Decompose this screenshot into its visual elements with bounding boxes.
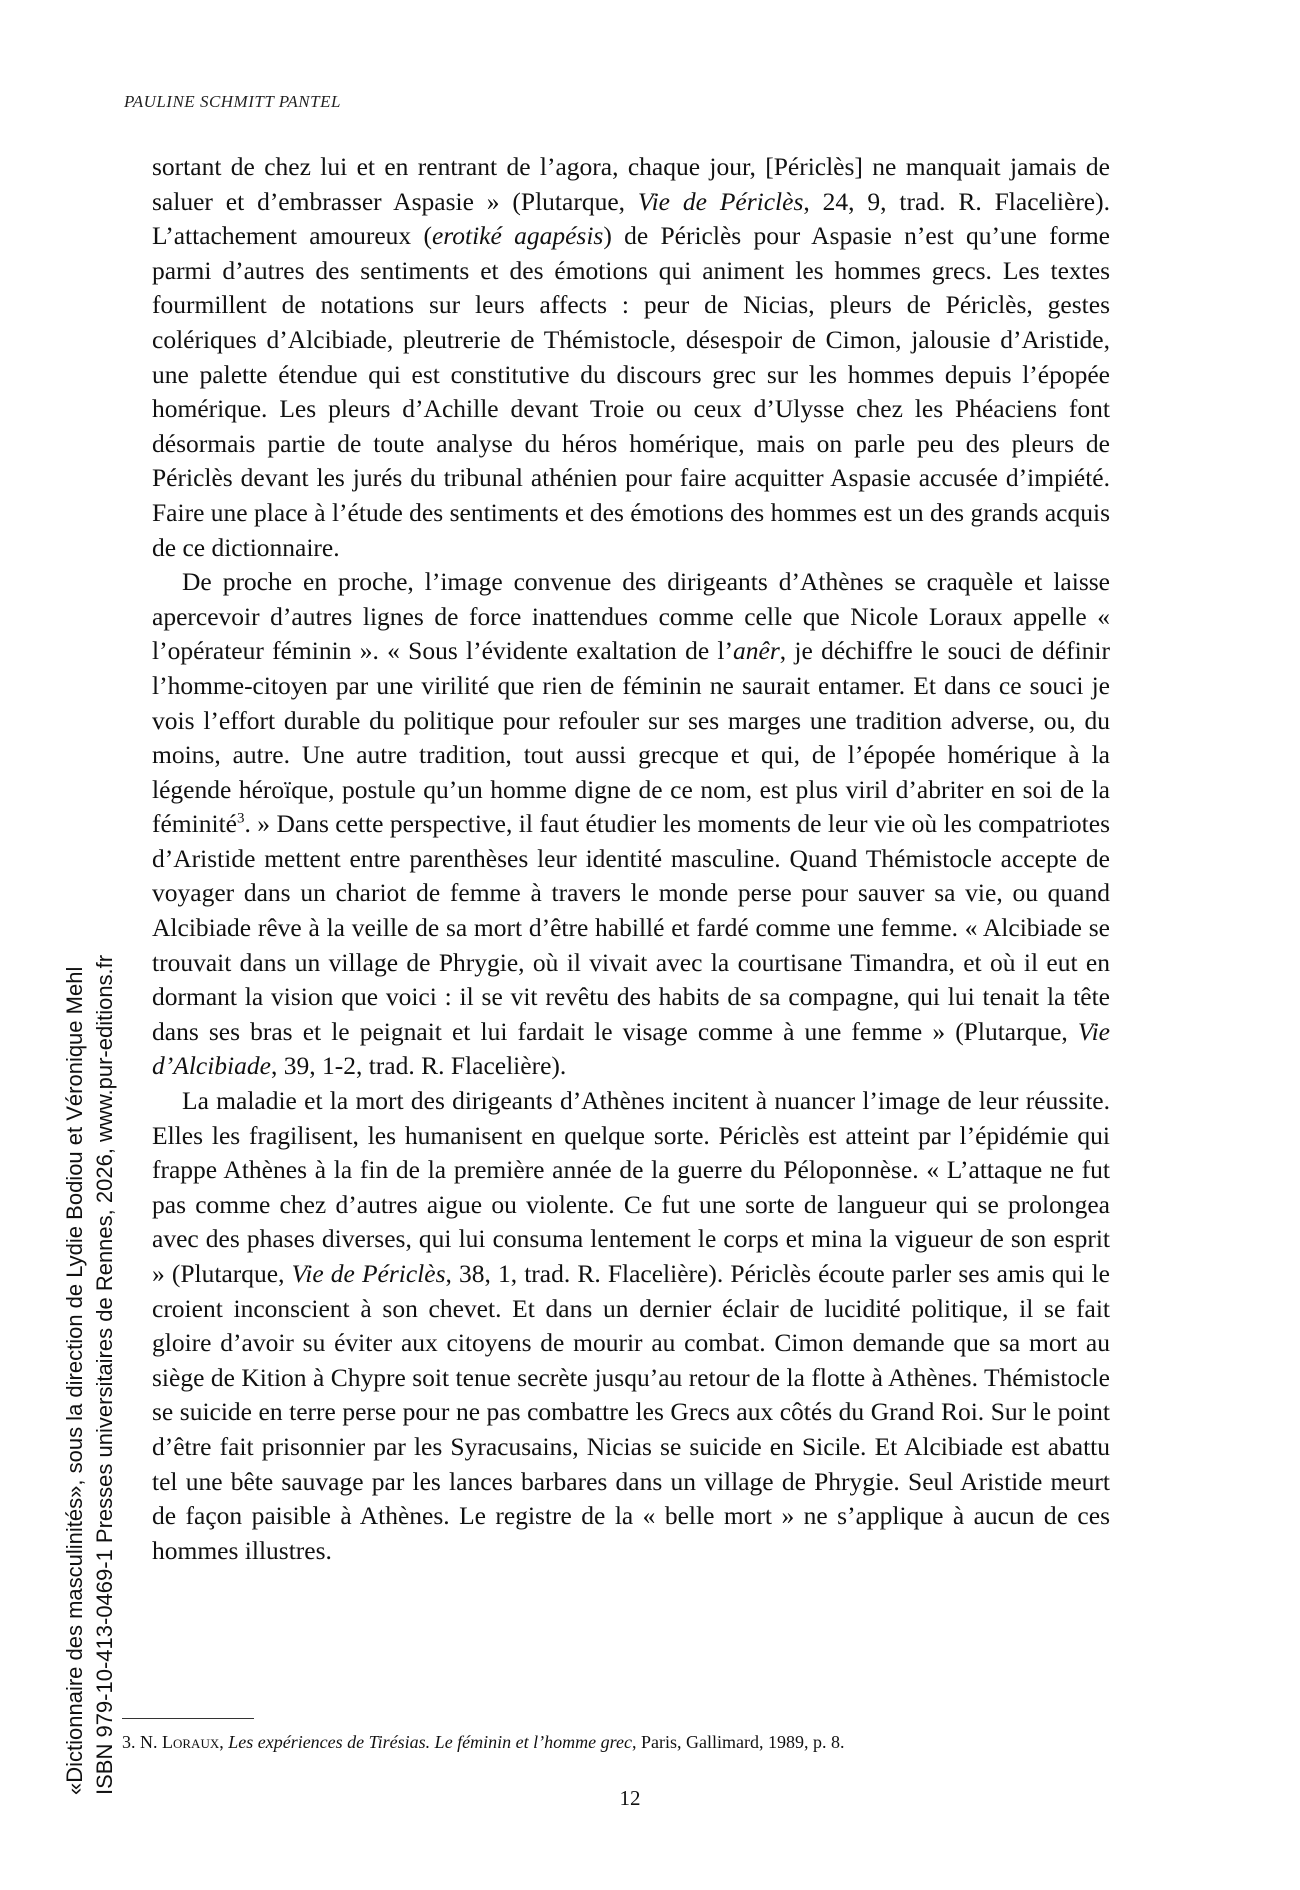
body-text	[152, 150, 1110, 1568]
footnote-divider	[122, 1718, 254, 1719]
text-run: , 24, 9, trad. R. Flacelière). L’attachement amoureux (	[152, 186, 1110, 251]
work-title: Vie d’Alcibiade	[152, 1016, 1110, 1081]
footnote-number: 3. N.	[122, 1732, 162, 1752]
footnote-3	[122, 1730, 1110, 1754]
page-number: 12	[619, 1786, 641, 1810]
side-copyright-notice	[60, 755, 120, 1795]
greek-term: anêr	[733, 636, 780, 666]
text-run: ) de Périclès pour Aspasie n’est qu’une forme parmi d’autres des sentiments et des émotions qui animent les hommes grecs. Les textes fourmillent de notations sur leurs affects : peur de Nicias, pleurs de Périclès, gestes colériques d’Alcibiade, pleutrerie de Thémistocle, désespoir de Cimon, jalousie d’Aristide, une palette étendue qui est constitutive du discours grec sur les hommes depuis l’épopée homérique. Les pleurs d’Achille devant Troie ou ceux d’Ulysse chez les Phéaciens font désormais partie de toute analyse du héros homérique, mais on parle peu des pleurs de Périclès devant les jurés du tribunal athénien pour faire acquitter Aspasie accusée d’impiété. Faire une place à l’étude des sentiments et des émotions des hommes est un des grands acquis de ce dictionnaire.	[152, 221, 1110, 562]
text-run: sortant de chez lui et en rentrant de l’agora, chaque jour, [Périclès] ne manquait jamais de saluer et d’embrasser Aspasie » (Plutarque,	[152, 152, 1110, 216]
text-run: , je déchiffre le souci de définir l’homme-citoyen par une virilité que rien de féminin ne saurait entamer. Et dans ce souci je vois l’effort durable du politique pour refouler sur ses marges une tradition adverse, ou, du moins, autre. Une autre tradition, tout aussi grecque et qui, de l’épopée homérique à la légende héroïque, postule qu’un homme digne de ce nom, est plus viril d’abriter en soi de la féminité	[152, 636, 1111, 839]
paragraph-1	[152, 150, 1110, 565]
footnote-title: Les expériences de Tirésias. Le féminin et l’homme grec	[228, 1732, 632, 1752]
text-run: La maladie et la mort des dirigeants d’Athènes incitent à nuancer l’image de leur réussite. Elles les fragilisent, les humanisent en quelque sorte. Périclès est atteint par l’épidémie qui frappe Athènes à la fin de la première année de la guerre du Péloponnèse. « L’attaque ne fut pas comme chez d’autres aigue ou violente. Ce fut une sorte de langueur qui se prolongea avec des phases diverses, qui lui consuma lentement le corps et mina la vigueur de son esprit » (Plutarque,	[152, 1086, 1110, 1288]
footnote-separator: ,	[219, 1732, 229, 1752]
paragraph-2	[152, 565, 1110, 1084]
side-notice-line-2: ISBN 979-10-413-0469-1 Presses universitaires de Rennes, 2026, www.pur-editions.fr	[92, 954, 117, 1795]
greek-term: erotiké agapésis	[431, 221, 604, 251]
running-head: PAULINE SCHMITT PANTEL	[124, 92, 341, 111]
footnote-author: Loraux	[162, 1732, 220, 1752]
footnote-ref[interactable]: 3	[236, 810, 245, 827]
text-run: De proche en proche, l’image convenue des dirigeants d’Athènes se craquèle et laisse apercevoir d’autres lignes de force inattendues comme celle que Nicole Loraux appelle « l’opérateur féminin ». « Sous l’évidente exaltation de l’	[152, 567, 1110, 666]
text-run: , 38, 1, trad. R. Flacelière). Périclès écoute parler ses amis qui le croient inconscient à son chevet. Et dans un dernier éclair de lucidité politique, il se fait gloire d’avoir su éviter aux citoyens de mourir au combat. Cimon demande que sa mort au siège de Kition à Chypre soit tenue secrète jusqu’au retour de la flotte à Athènes. Thémistocle se suicide en terre perse pour ne pas combattre les Grecs aux côtés du Grand Roi. Sur le point d’être fait prisonnier par les Syracusains, Nicias se suicide en Sicile. Et Alcibiade est abattu tel une bête sauvage par les lances barbares dans un village de Phrygie. Seul Aristide meurt de façon paisible à Athènes. Le registre de la « belle mort » ne s’applique à aucun de ces hommes illustres.	[152, 1259, 1110, 1565]
work-title: Vie de Périclès	[637, 186, 804, 216]
side-notice-line-1: «Dictionnaire des masculinités», sous la direction de Lydie Bodiou et Véronique Mehl	[62, 966, 87, 1795]
paragraph-3	[152, 1084, 1110, 1568]
text-run: , 39, 1-2, trad. R. Flacelière).	[270, 1051, 567, 1081]
footnote-publication: , Paris, Gallimard, 1989, p. 8.	[631, 1732, 845, 1752]
text-run: . » Dans cette perspective, il faut étudier les moments de leur vie où les compatriotes d’Aristide mettent entre parenthèses leur identité masculine. Quand Thémistocle accepte de voyager dans un chariot de femme à travers le monde perse pour sauver sa vie, ou quand Alcibiade rêve à la veille de sa mort d’être habillé et fardé comme une femme. « Alcibiade se trouvait dans un village de Phrygie, où il vivait avec la courtisane Timandra, et où il eut en dormant la vision que voici : il se vit revêtu des habits de sa compagne, qui lui tenait la tête dans ses bras et le peignait et lui fardait le visage comme à une femme » (Plutarque,	[152, 809, 1110, 1046]
work-title: Vie de Périclès	[291, 1259, 446, 1288]
